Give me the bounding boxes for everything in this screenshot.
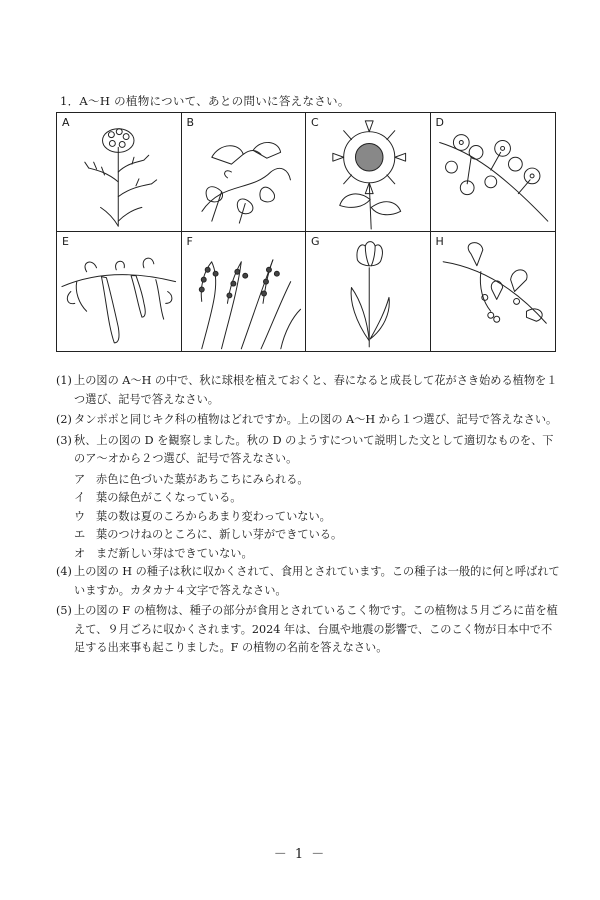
option-text: 葉の数は夏のころからあまり変わっていない。 — [96, 509, 331, 523]
plant-label: B — [186, 116, 195, 129]
rapeseed-illustration — [57, 113, 181, 231]
option-item — [74, 489, 561, 508]
question-text: 秋、上の図の D を観察しました。秋の D のようすについて説明した文として適切なものを、下のア～オから２つ選び、記号で答えなさい。 — [74, 433, 554, 465]
bean-plant-illustration — [57, 232, 181, 351]
plant-cell-e — [57, 232, 182, 351]
plant-cell-b — [182, 113, 307, 232]
question-1 — [56, 372, 561, 409]
page-number: － 1 － — [273, 847, 327, 862]
plant-label: G — [311, 235, 320, 248]
question-text: 上の図の F の植物は、種子の部分が食用とされているこく物です。この植物は５月ごろに苗を植えて、９月ごろに収かくされます。2024 年は、台風や地震の影響で、このこく物が日本中で不足する出来事も起こりました。F の植物の名前を答えなさい。 — [74, 604, 558, 654]
option-letter: ア — [74, 472, 86, 486]
question-heading: 1．A～H の植物について、あとの問いに答えなさい。 — [60, 94, 350, 108]
rice-plant-illustration — [182, 232, 306, 351]
plant-label: F — [186, 235, 193, 248]
option-item — [74, 508, 561, 527]
option-text: 葉の緑色がこくなっている。 — [96, 491, 242, 504]
cherry-blossom-illustration — [431, 113, 556, 231]
plant-cell-a — [57, 113, 182, 232]
question-5 — [56, 602, 561, 658]
plant-figure-grid — [56, 112, 556, 352]
tulip-illustration — [306, 232, 430, 351]
plant-cell-c — [306, 113, 431, 232]
option-list — [74, 471, 561, 564]
morning-glory-illustration — [182, 113, 306, 231]
plant-label: A — [62, 116, 70, 129]
option-text: 葉のつけねのところに、新しい芽ができている。 — [96, 528, 343, 541]
plant-cell-g — [306, 232, 431, 351]
question-4 — [56, 563, 561, 600]
plant-label: D — [435, 116, 444, 129]
question-number: (1) — [56, 374, 72, 387]
option-item — [74, 545, 561, 564]
question-number: (3) — [56, 433, 72, 447]
option-text: 赤色に色づいた葉があちこちにみられる。 — [96, 472, 309, 486]
ginkgo-illustration — [431, 232, 556, 351]
question-2 — [56, 411, 561, 430]
option-item — [74, 526, 561, 545]
question-3 — [56, 432, 561, 469]
option-text: まだ新しい芽はできていない。 — [96, 546, 253, 560]
sunflower-illustration — [306, 113, 430, 231]
plant-label: E — [62, 235, 69, 248]
plant-cell-f — [182, 232, 307, 351]
question-text: タンポポと同じキク科の植物はどれですか。上の図の A～H から１つ選び、記号で答えなさい。 — [74, 413, 558, 426]
question-text: 上の図の H の種子は秋に収かくされて、食用とされています。この種子は一般的に何と呼ばれていますか。カタカナ４文字で答えなさい。 — [74, 565, 560, 597]
plant-cell-d — [431, 113, 556, 232]
option-letter: イ — [74, 491, 86, 504]
question-list — [56, 372, 561, 660]
question-number: (4) — [56, 565, 72, 578]
plant-cell-h — [431, 232, 556, 351]
option-letter: オ — [74, 546, 86, 560]
plant-label: H — [435, 235, 444, 248]
option-letter: エ — [74, 528, 86, 541]
plant-label: C — [311, 116, 319, 129]
option-item — [74, 471, 561, 490]
question-number: (5) — [56, 604, 72, 617]
option-letter: ウ — [74, 509, 86, 523]
question-text: 上の図の A～H の中で、秋に球根を植えておくと、春になると成長して花がさき始める植物を１つ選び、記号で答えなさい。 — [74, 374, 558, 406]
question-number: (2) — [56, 413, 72, 426]
